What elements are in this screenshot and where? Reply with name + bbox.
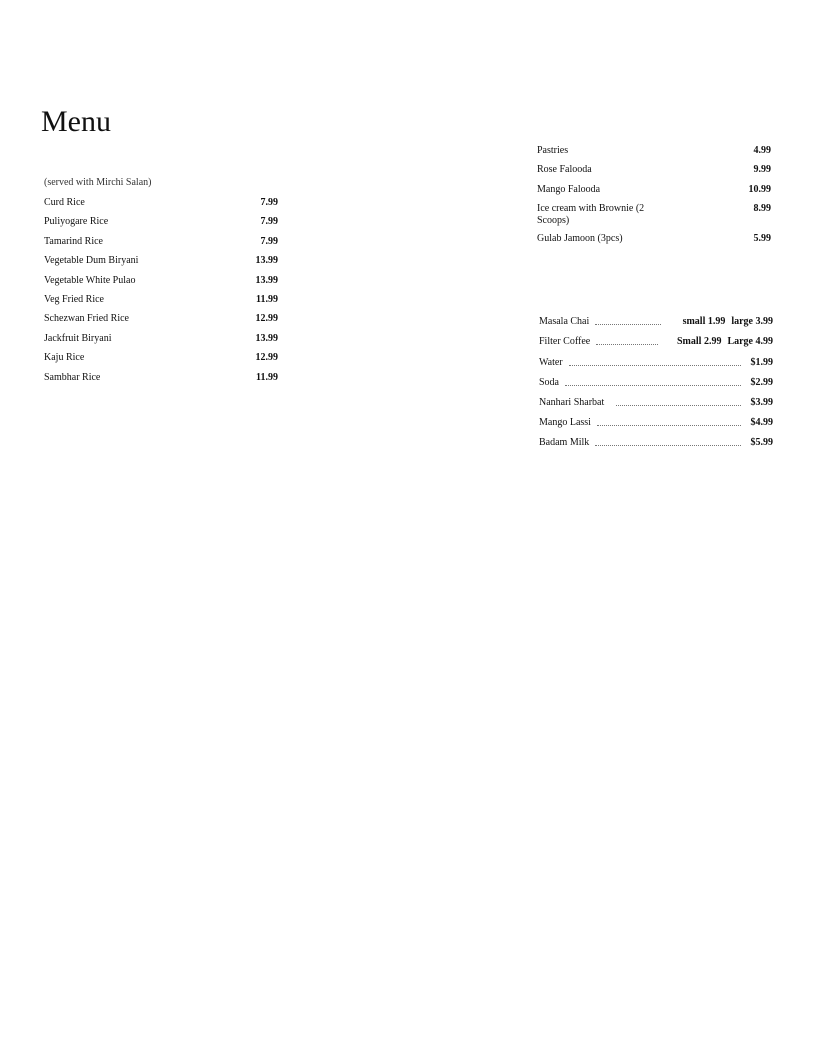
dotted-leader xyxy=(569,365,741,366)
drink-row-soda xyxy=(539,369,773,389)
item-price-large: large 3.99 xyxy=(731,316,773,328)
item-price: 13.99 xyxy=(255,332,278,344)
drink-row-masala-chai xyxy=(539,308,773,328)
item-name: Pastries xyxy=(537,145,569,156)
item-price: 11.99 xyxy=(256,293,278,305)
drink-row-filter-coffee xyxy=(539,328,773,348)
item-name: Kaju Rice xyxy=(44,352,85,364)
list-item xyxy=(44,352,278,371)
item-name: Rose Falooda xyxy=(537,164,592,176)
item-price: $5.99 xyxy=(750,437,773,449)
drink-list xyxy=(539,308,773,449)
item-name: Vegetable Dum Biryani xyxy=(44,255,139,267)
item-name: Tamarind Rice xyxy=(44,235,103,247)
dotted-leader xyxy=(595,445,740,446)
rice-list xyxy=(44,197,278,391)
dessert-list xyxy=(537,145,771,253)
item-name: Puliyogare Rice xyxy=(44,216,109,228)
drink-row-nanhari-sharbat xyxy=(539,389,773,409)
item-name: Jackfruit Biryani xyxy=(44,332,112,344)
item-price-small: small 1.99 xyxy=(682,316,726,328)
item-price: $2.99 xyxy=(750,376,773,388)
dotted-leader xyxy=(597,425,741,426)
item-price: 13.99 xyxy=(255,274,278,286)
item-name: Curd Rice xyxy=(44,197,85,208)
item-name: Sambhar Rice xyxy=(44,371,101,383)
item-name: Gulab Jamoon (3pcs) xyxy=(537,233,623,245)
item-name: Filter Coffee xyxy=(539,336,591,348)
item-name: Badam Milk xyxy=(539,437,590,449)
dotted-leader xyxy=(596,344,658,345)
drink-row-mango-lassi xyxy=(539,409,773,429)
item-price: 5.99 xyxy=(753,233,771,245)
list-item xyxy=(537,233,771,252)
list-item xyxy=(44,236,278,255)
drink-row-water xyxy=(539,348,773,368)
item-price: 7.99 xyxy=(260,216,278,228)
item-price: $4.99 xyxy=(750,417,773,429)
item-price: 11.99 xyxy=(256,371,278,383)
item-name: Water xyxy=(539,356,563,368)
list-item xyxy=(44,197,278,216)
item-name: Vegetable White Pulao xyxy=(44,274,136,286)
list-item xyxy=(537,184,771,203)
item-price-small: Small 2.99 xyxy=(677,336,722,348)
item-name: Mango Lassi xyxy=(539,417,591,429)
list-item xyxy=(44,255,278,274)
item-price: $1.99 xyxy=(750,356,773,368)
list-item xyxy=(44,372,278,391)
item-price: 7.99 xyxy=(260,197,278,208)
list-item xyxy=(44,313,278,332)
dotted-leader xyxy=(595,324,661,325)
item-name: Nanhari Sharbat xyxy=(539,396,605,408)
list-item xyxy=(537,164,771,183)
drink-row-badam-milk xyxy=(539,429,773,449)
list-item xyxy=(44,275,278,294)
item-name: Soda xyxy=(539,376,559,388)
item-price: 4.99 xyxy=(753,145,771,156)
item-price: 10.99 xyxy=(748,183,771,195)
item-name: Masala Chai xyxy=(539,316,590,328)
item-price: 13.99 xyxy=(255,255,278,267)
list-item xyxy=(537,145,771,164)
list-item xyxy=(44,216,278,235)
item-price: $3.99 xyxy=(750,396,773,408)
list-item xyxy=(44,294,278,313)
menu-title: Menu xyxy=(41,105,111,138)
list-item xyxy=(44,333,278,352)
item-name: Veg Fried Rice xyxy=(44,293,104,305)
item-name: Ice cream with Brownie (2 Scoops) xyxy=(537,203,645,227)
item-price: 8.99 xyxy=(753,203,771,215)
item-price-large: Large 4.99 xyxy=(727,336,773,348)
rice-section-note: (served with Mirchi Salan) xyxy=(44,177,152,188)
item-price: 12.99 xyxy=(255,352,278,364)
item-price: 7.99 xyxy=(260,235,278,247)
dotted-leader xyxy=(616,405,740,406)
item-name: Mango Falooda xyxy=(537,183,601,195)
dotted-leader xyxy=(565,385,741,386)
item-price: 9.99 xyxy=(753,164,771,176)
item-name: Schezwan Fried Rice xyxy=(44,313,129,325)
item-price: 12.99 xyxy=(255,313,278,325)
list-item xyxy=(537,203,771,233)
